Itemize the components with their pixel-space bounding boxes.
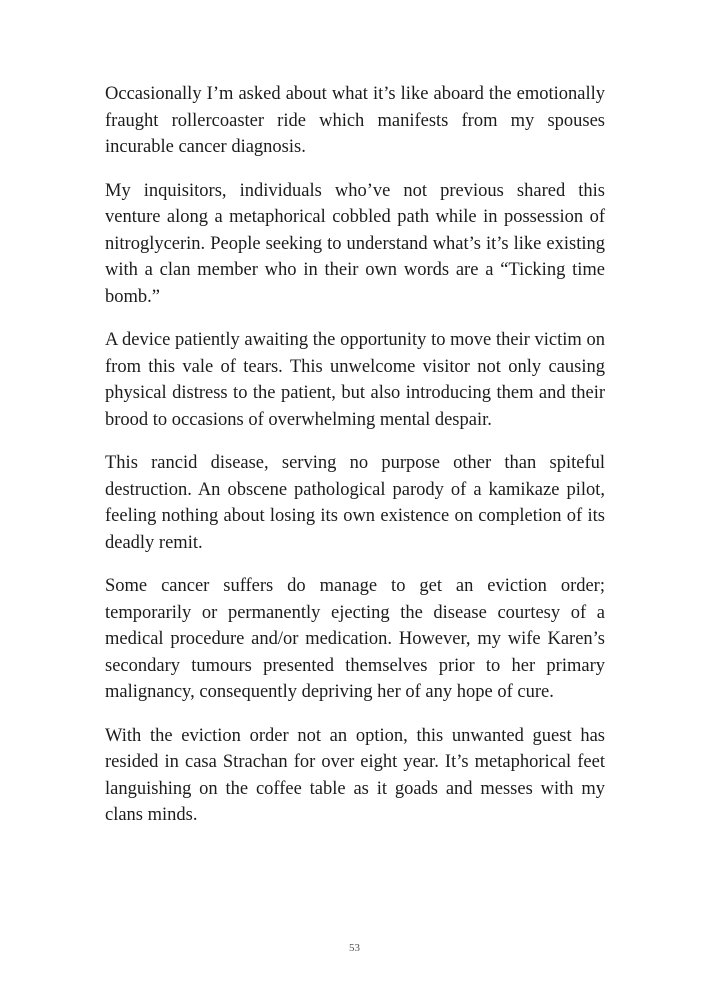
paragraph-2: My inquisitors, individuals who’ve not previous shared this venture along a metaphorical cobbled path while in possession of nitroglycerin. People seeking to understand what’s it’s like existing with a clan member who in their own words are a “Ticking time bomb.” (105, 180, 605, 307)
paragraph-1: Occasionally I’m asked about what it’s like aboard the emotionally fraught rollercoaster ride which manifests from my spouses incurable cancer diagnosis. (105, 84, 605, 157)
paragraph-6: With the eviction order not an option, this unwanted guest has resided in casa Strachan for over eight year. It’s metaphorical feet languishing on the coffee table as it goads and messes with my clans minds. (105, 725, 605, 825)
page-number: 53 (349, 942, 360, 954)
paragraph-5: Some cancer suffers do manage to get an eviction order; temporarily or permanently ejecting the disease courtesy of a medical procedure and/or medication. However, my wife Karen’s secondary tumours presented themselves prior to her primary malignancy, consequently depriving her of any hope of cure. (105, 576, 605, 702)
body-text (105, 81, 605, 846)
paragraph-4: This rancid disease, serving no purpose other than spiteful destruction. An obscene pathological parody of a kamikaze pilot, feeling nothing about losing its own existence on completion of its deadly remit. (105, 453, 605, 553)
paragraph-3: A device patiently awaiting the opportunity to move their victim on from this vale of tears. This unwelcome visitor not only causing physical distress to the patient, but also introducing them and their brood to occasions of overwhelming mental despair. (105, 330, 605, 430)
